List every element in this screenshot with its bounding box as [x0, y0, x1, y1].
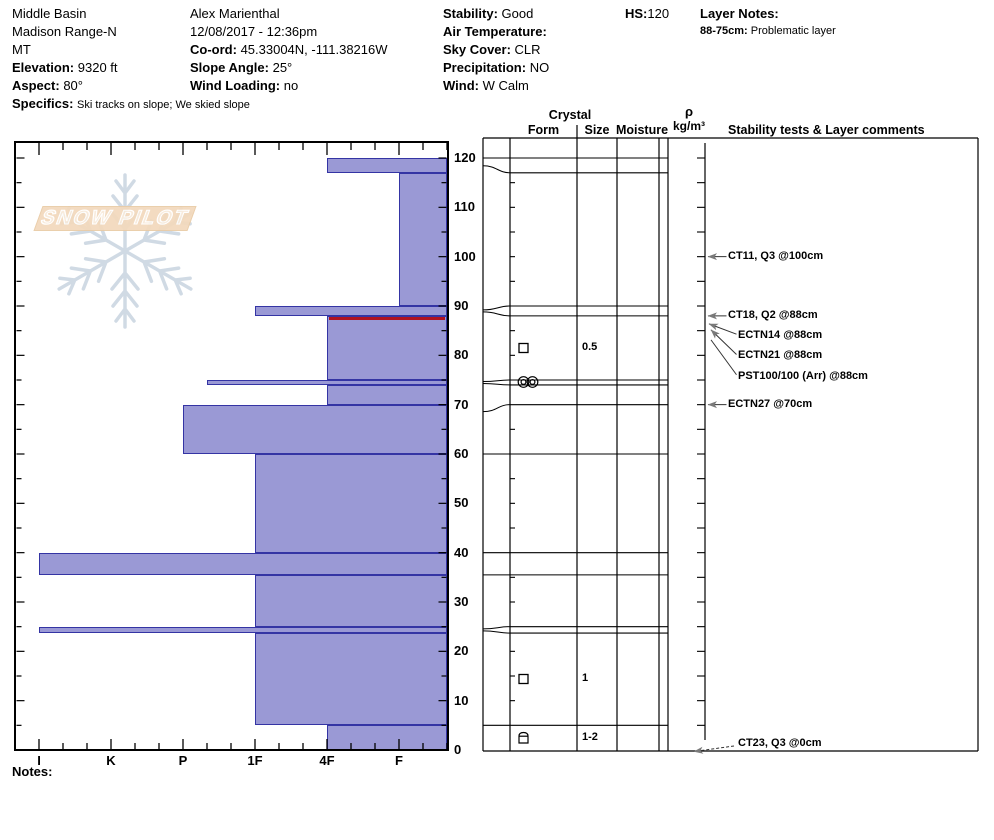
depth-tick-label: 90: [454, 298, 469, 313]
crystal-header: Crystal: [548, 108, 592, 122]
stability-comments-header: Stability tests & Layer comments: [728, 123, 925, 137]
slope-angle-value: 25°: [272, 60, 293, 75]
air-temp-line: [443, 23, 547, 41]
aspect-label: Aspect:: [12, 78, 60, 93]
layer-note: [700, 24, 836, 38]
stability-test-comment: PST100/100 (Arr) @88cm: [738, 369, 868, 382]
notes-label: Notes:: [12, 764, 53, 779]
wind-line: [443, 77, 529, 95]
coord-value: 45.33004N, -111.38216W: [240, 42, 388, 57]
stability-test-comment: CT23, Q3 @0cm: [738, 737, 822, 749]
site-range: Madison Range-N: [12, 24, 117, 39]
elevation-label: Elevation:: [12, 60, 75, 75]
hardness-tick-label: 1F: [247, 753, 263, 768]
crystal-size-value: 0.5: [582, 340, 598, 353]
layer-bar: [255, 306, 447, 316]
crystal-form-symbol-square: [516, 340, 542, 356]
layer-bar: [327, 158, 447, 173]
stability-test-comment: ECTN27 @70cm: [728, 397, 813, 410]
depth-tick-label: 60: [454, 446, 469, 461]
flagged-layer-line: [329, 317, 446, 320]
wind-loading-line: [190, 77, 298, 95]
layer-note-text: Problematic layer: [750, 25, 836, 37]
aspect-value: 80°: [63, 78, 83, 93]
hardness-tick-label: K: [106, 753, 116, 768]
size-header: Size: [584, 123, 610, 137]
precip-line: [443, 59, 549, 77]
coord-label: Co-ord:: [190, 42, 237, 57]
hardness-tick-label: P: [178, 753, 188, 768]
snowpilot-logo-text: SNOW PILOT: [37, 207, 193, 229]
crystal-form-symbol-cup: [516, 730, 542, 746]
observer-name: Alex Marienthal: [190, 6, 280, 21]
hs-line: [625, 5, 669, 23]
depth-tick-label: 80: [454, 347, 469, 363]
layer-bar: [399, 173, 447, 306]
elevation-value: 9320 ft: [77, 60, 118, 75]
wind-loading-value: no: [283, 78, 299, 93]
layer-bar: [327, 725, 447, 750]
stability-line: [443, 5, 533, 23]
hardness-tick-label: F: [395, 753, 403, 768]
depth-tick-label: 0: [454, 742, 462, 757]
crystal-size-value: 1-2: [582, 730, 598, 743]
slope-angle-label: Slope Angle:: [190, 60, 269, 75]
depth-tick-label: 20: [454, 643, 469, 659]
depth-tick-label: 30: [454, 594, 469, 609]
sky-cover-value: CLR: [514, 42, 541, 57]
stability-test-comment: ECTN14 @88cm: [738, 329, 823, 342]
hardness-tick-label: I: [37, 753, 41, 768]
layer-bar: [327, 316, 447, 380]
depth-tick-label: 110: [454, 199, 475, 215]
stability-value: Good: [501, 6, 534, 21]
crystal-form-symbol-double-circle: [516, 374, 542, 390]
coord-line: [190, 41, 388, 59]
crystal-size-value: 1: [582, 672, 589, 685]
wind-label: Wind:: [443, 78, 479, 93]
stability-test-comment: CT18, Q2 @88cm: [728, 308, 818, 321]
layer-bar: [255, 575, 447, 627]
hs-label: HS:: [625, 6, 648, 21]
layer-bar: [183, 405, 447, 454]
layer-bar: [327, 385, 447, 405]
site-state: MT: [12, 42, 31, 57]
stability-test-comment: CT11, Q3 @100cm: [728, 249, 824, 262]
wind-loading-label: Wind Loading:: [190, 78, 281, 93]
elevation-line: [12, 59, 118, 77]
precip-label: Precipitation:: [443, 60, 527, 75]
depth-tick-label: 120: [454, 150, 476, 165]
depth-tick-label: 50: [454, 495, 469, 511]
rho-header: ρ: [684, 104, 694, 119]
layer-bar: [39, 553, 447, 575]
layer-notes-label: Layer Notes:: [700, 6, 779, 21]
site-name: Middle Basin: [12, 6, 87, 21]
snowflake-icon: [50, 165, 200, 340]
sky-cover-label: Sky Cover:: [443, 42, 511, 57]
crystal-form-symbol-square: [516, 671, 542, 687]
snowpilot-logo: [33, 206, 196, 231]
aspect-line: [12, 77, 83, 95]
depth-tick-label: 40: [454, 544, 469, 560]
form-header: Form: [527, 123, 560, 137]
sky-cover-line: [443, 41, 541, 59]
specifics-label: Specifics:: [12, 96, 74, 111]
layer-note-depth: 88-75cm:: [700, 25, 748, 37]
obs-datetime: 12/08/2017 - 12:36pm: [190, 24, 318, 39]
slope-angle-line: [190, 59, 292, 77]
layer-bar: [255, 454, 447, 553]
hs-value: 120: [647, 6, 670, 21]
depth-tick-label: 70: [454, 396, 469, 412]
hardness-tick-label: 4F: [319, 753, 335, 768]
layer-bar: [255, 633, 447, 725]
wind-value: W Calm: [482, 78, 529, 93]
depth-tick-label: 100: [454, 248, 476, 264]
depth-tick-label: 10: [454, 692, 469, 708]
stability-label: Stability:: [443, 6, 498, 21]
rho-units-header: kg/m³: [672, 119, 705, 133]
precip-value: NO: [529, 60, 550, 75]
air-temp-label: Air Temperature:: [443, 24, 547, 39]
stability-test-comment: ECTN21 @88cm: [738, 349, 823, 362]
specifics-line: [12, 95, 250, 114]
specifics-value: Ski tracks on slope; We skied slope: [77, 99, 250, 111]
moisture-header: Moisture: [615, 123, 669, 137]
